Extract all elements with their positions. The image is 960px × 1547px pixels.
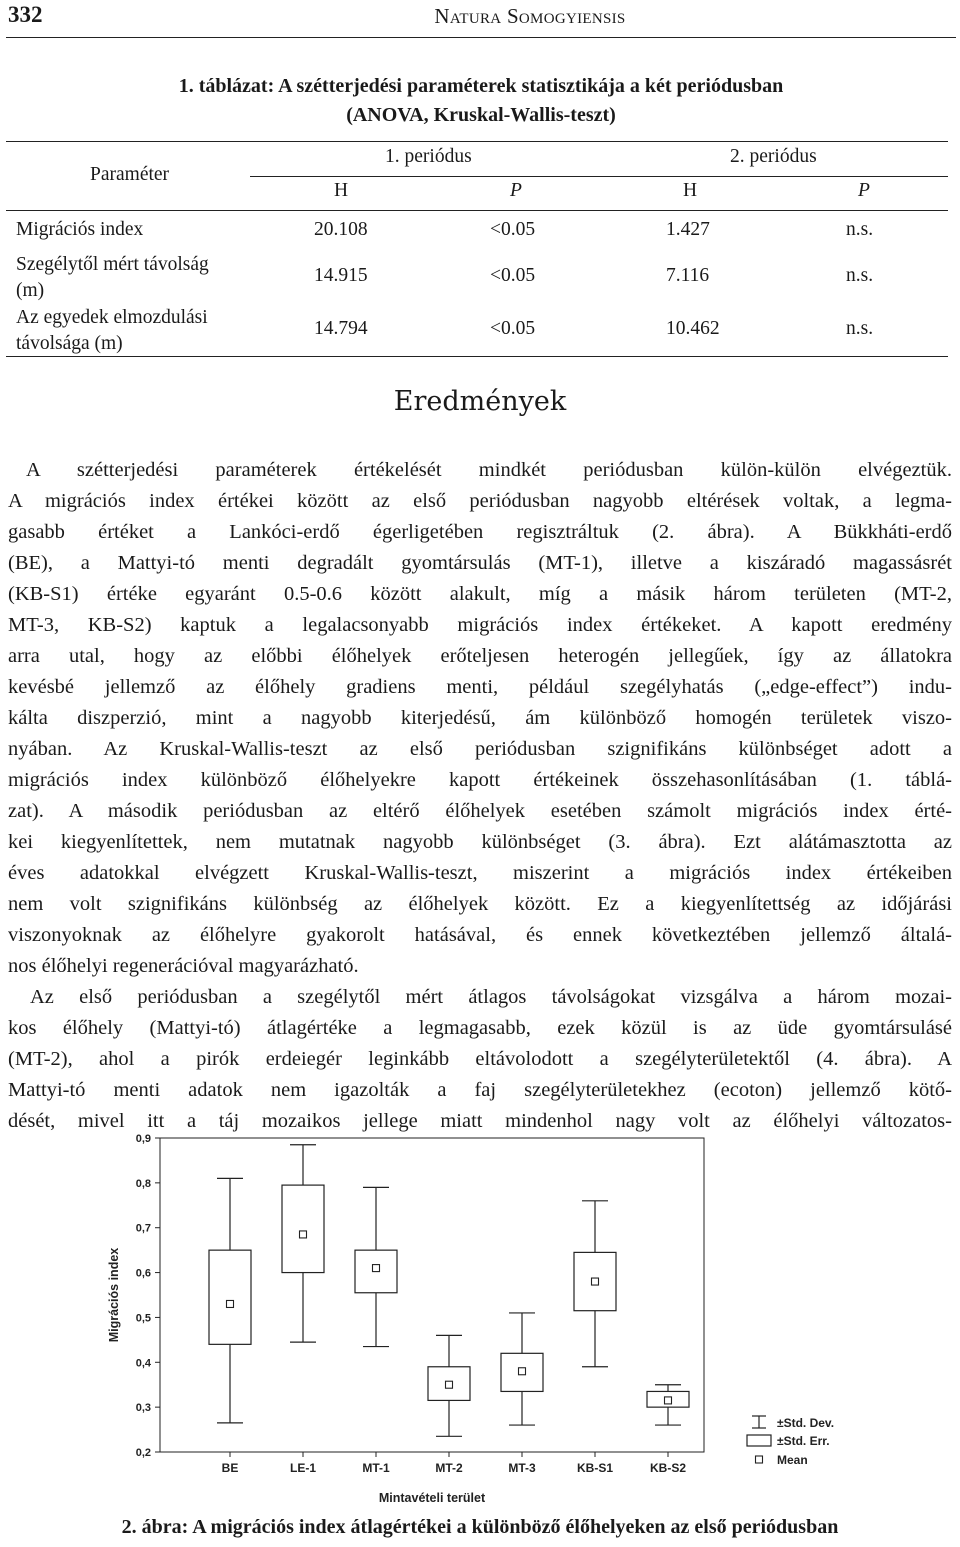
p2-line: (MT-2), ahol a pirók erdeiegér leginkább eltávolodott a szegélyterületektől (4. ábra). A: [8, 1048, 952, 1070]
p1-line: gasabb értéket a Lankóci-erdő égerligetében regisztráltuk (2. ábra). A Bükkháti-erdő: [8, 521, 952, 543]
p1-line: (KB-S1) értéke egyaránt 0.5-0.6 között alakult, míg a másik három területen (MT-2,: [8, 583, 952, 605]
row2-label: [16, 252, 209, 304]
legend-se-box: [747, 1435, 771, 1446]
p1-line: kei kiegyenlítettek, nem mutatnak nagyobb különbséget (3. ábra). Ezt alátámasztotta az: [8, 831, 952, 853]
p1-line: nem volt szignifikáns különbség az élőhelyek között. Ez a kiegyenlítettség az időjárási: [8, 893, 952, 915]
mean-marker: [446, 1381, 453, 1388]
figure-caption: 2. ábra: A migrációs index átlagértékei a különböző élőhelyeken az első periódusban: [121, 1516, 839, 1538]
table-caption-line1: 1. táblázat: A szétterjedési paraméterek statisztikája a két periódusban: [178, 75, 784, 97]
x-tick-label: MT-2: [435, 1461, 463, 1475]
row3-p1: <0.05: [490, 318, 536, 339]
section-heading: Eredmények: [393, 386, 567, 417]
period2-header: 2. periódus: [730, 146, 817, 167]
row3-p2: n.s.: [846, 318, 874, 339]
p1-line: (BE), a Mattyi-tó menti degradált gyomtársulás (MT-1), illetve a kiszáradó magassásrét: [8, 552, 952, 574]
y-tick-label: 0,7: [135, 1222, 151, 1235]
x-axis-label: Mintavételi terület: [378, 1491, 486, 1505]
y-tick-label: 0,8: [135, 1177, 151, 1190]
p1-line: arra utal, hogy az előbbi élőhelyek erőteljesen heterogén jellegűek, így az állatokra: [8, 645, 952, 667]
y-tick-label: 0,6: [135, 1267, 151, 1280]
y-axis-label: Migrációs index: [107, 1247, 121, 1343]
p2-line: kos élőhely (Mattyi-tó) átlagértéke a legmagasabb, ezek közül is az üde gyomtársulásé: [8, 1017, 952, 1039]
mean-marker: [665, 1397, 672, 1404]
migration-index-boxplot: [96, 1125, 960, 1510]
legend-mean-label: Mean: [777, 1453, 808, 1467]
row1-h2: 1.427: [666, 219, 710, 240]
p1-line: zat). A második periódusban az eltérő élőhelyek esetében számolt migrációs index érté-: [8, 800, 952, 822]
p2-line: Az első periódusban a szegélytől mért átlagos távolságokat vizsgálva a három mozai-: [30, 986, 952, 1008]
x-tick-label: MT-1: [362, 1461, 390, 1475]
row3-label-line1: Az egyedek elmozdulási: [16, 307, 208, 328]
p1-line: A szétterjedési paraméterek értékelését mindkét periódusban külön-külön elvégeztük.: [26, 459, 952, 481]
col-p1: P: [510, 180, 522, 201]
box-le-1: [282, 1185, 324, 1272]
row2-p2: n.s.: [846, 265, 874, 286]
table-caption-line2: (ANOVA, Kruskal-Wallis-teszt): [346, 104, 616, 126]
y-tick-label: 0,9: [135, 1133, 151, 1145]
x-tick-label: KB-S1: [576, 1461, 614, 1475]
y-tick-label: 0,4: [135, 1357, 151, 1370]
p1-line: nyában. Az Kruskal-Wallis-teszt az első periódusban szignifikáns különbséget adott a: [8, 738, 952, 760]
p1-line: A migrációs index értékei között az első periódusban nagyobb eltérések voltak, a legma-: [8, 490, 952, 512]
row2-h1: 14.915: [314, 265, 368, 286]
p2-line: Mattyi-tó menti adatok nem igazolták a faj szegélyterületekhez (ecoton) jellemző kötő-: [8, 1079, 952, 1101]
p1-line: migrációs index különböző élőhelyekre kapott értékeinek összehasonlításában (1. táblá-: [8, 769, 952, 791]
col-h1: H: [334, 180, 349, 201]
x-tick-label: LE-1: [289, 1461, 317, 1475]
param-header: Paraméter: [90, 164, 170, 185]
p1-line: kevésbé jellemző az élőhely gradiens menti, például szegélyhatás („edge-effect”) indu-: [8, 676, 952, 698]
row3-label-line2: távolsága (m): [16, 333, 123, 354]
row1-p1: <0.05: [490, 219, 536, 240]
row1-h1: 20.108: [314, 219, 368, 240]
y-tick-label: 0,5: [135, 1312, 151, 1325]
running-title: Natura Somogyiensis: [434, 4, 626, 28]
box-be: [209, 1250, 251, 1344]
legend-sd-label: ±Std. Dev.: [777, 1416, 835, 1430]
x-tick-label: KB-S2: [649, 1461, 687, 1475]
x-tick-label: BE: [221, 1461, 239, 1475]
y-tick-label: 0,3: [135, 1402, 151, 1415]
row3-h1: 14.794: [314, 318, 368, 339]
row3-label: [16, 305, 208, 357]
p1-line: nos élőhelyi regenerációval magyarázható.: [8, 955, 359, 977]
mean-marker: [373, 1265, 380, 1272]
row1-p2: n.s.: [846, 219, 874, 240]
row2-label-line1: Szegélytől mért távolság: [16, 254, 209, 275]
mean-marker: [519, 1368, 526, 1375]
p1-line: viszonyoknak az élőhelyre gyakorolt hatásával, és ennek következtében jellemző általá-: [8, 924, 952, 946]
row2-h2: 7.116: [666, 265, 710, 286]
mean-marker: [300, 1231, 307, 1238]
p1-line: kálta diszperzió, mint a nagyobb kiterjedésű, ám különböző homogén területek viszo-: [8, 707, 952, 729]
x-tick-label: MT-3: [508, 1461, 536, 1475]
legend-se-label: ±Std. Err.: [777, 1434, 830, 1448]
page-number: 332: [8, 2, 43, 27]
p2-line: dését, mivel itt a táj mozaikos jellege miatt mindenhol nagy volt az élőhelyi változatos-: [8, 1110, 952, 1132]
table-top-rule: [6, 141, 948, 142]
p1-line: MT-3, KB-S2) kaptuk a legalacsonyabb migrációs index értékeket. A kapott eredmény: [8, 614, 952, 636]
row2-p1: <0.05: [490, 265, 536, 286]
header-rule: [6, 37, 956, 38]
p1-line: éves adatokkal elvégzett Kruskal-Wallis-teszt, miszerint a migrációs index értékeiben: [8, 862, 952, 884]
col-h2: H: [683, 180, 698, 201]
mean-marker: [227, 1300, 234, 1307]
table-period-rule: [250, 176, 948, 177]
period1-header: 1. periódus: [385, 146, 472, 167]
row3-h2: 10.462: [666, 318, 720, 339]
table-header-rule: [6, 210, 948, 211]
row2-label-line2: (m): [16, 280, 45, 301]
col-p2: P: [858, 180, 870, 201]
mean-marker: [592, 1278, 599, 1285]
legend-mean-marker: [756, 1456, 763, 1463]
row1-label: Migrációs index: [16, 219, 144, 240]
y-tick-label: 0,2: [135, 1447, 151, 1459]
